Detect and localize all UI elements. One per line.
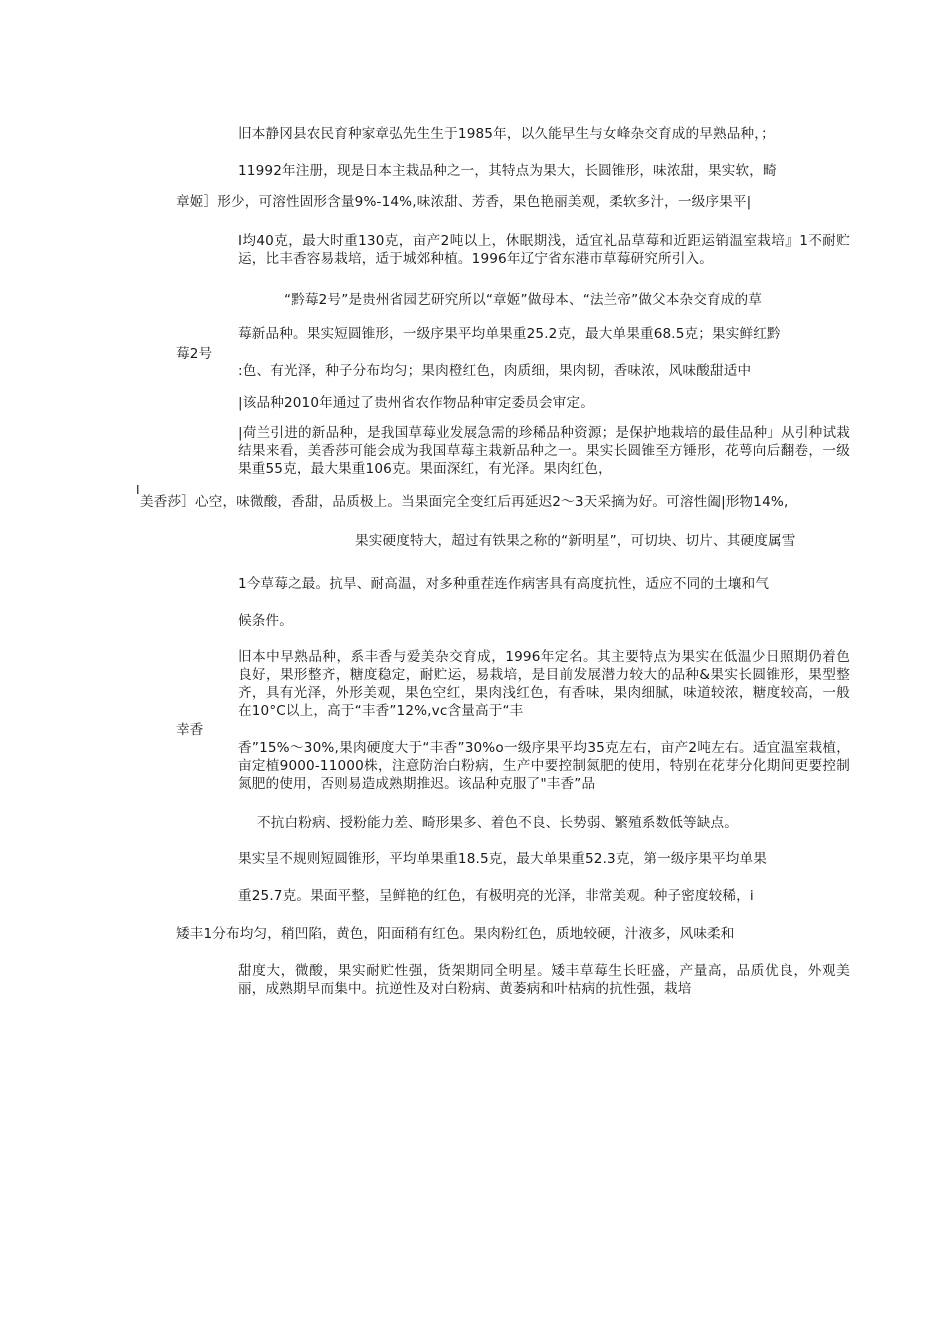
meixiangsha-line-3: 果实硬度特大，超过有铁果之称的“新明星”，可切块、切片、其硬度属雪	[355, 533, 796, 549]
qianmei-variety-label: 莓2号	[176, 346, 213, 362]
meixiangsha-line-4: 1今草莓之最。抗旱、耐高温，对多种重茬连作病害具有高度抗性，适应不同的土壤和气	[238, 576, 770, 592]
meixiangsha-line-2: 美香莎］心空，味微酸，香甜，品质极上。当果面完全变红后再延迟2〜3天采摘为好。可溶性阖|形物14%,	[140, 494, 789, 510]
xingxiang-paragraph-1: 旧本中早熟品种，系丰香与爱美杂交育成，1996年定名。其主要特点为果实在低温少日照期仍着色良好，果形整齐，糖度稳定，耐贮运，易栽培，是目前发展潜力较大的品种&果实长圆锥形，果型整齐，具有光泽，外形美观，果色空红，果肉浅红色，有香味，果肉细腻，味道较浓，糖度较高，一般在10°C以上，高于“丰香”12%,vc含量高于“丰	[238, 649, 850, 719]
xingxiang-variety-label: 幸香	[176, 722, 204, 738]
margin-mark: I	[136, 483, 140, 497]
xingxiang-line-3: 不抗白粉病、授粉能力差、畸形果多、着色不良、长势弱、繁殖系数低等缺点。	[257, 815, 739, 831]
zhangji-paragraph-4: I均40克，最大时重130克，亩产2吨以上，休眠期浅，适宜礼品草莓和近距运销温室栽培』1不耐贮运，比丰香容易栽培，适于城郊种植。1996年辽宁省东港市草莓研究所引入。	[238, 233, 850, 267]
meixiangsha-line-5: 候条件。	[238, 613, 293, 629]
aifeng-paragraph-4: 甜度大，微酸，果实耐贮性强，货架期同全明星。矮丰草莓生长旺盛，产量高，品质优良，外观美丽，成熟期早而集中。抗逆性及对白粉病、黄萎病和叶枯病的抗性强，栽培	[238, 963, 850, 997]
zhangji-line-3: 章姬］形少，可溶性固形含量9%-14%,味浓甜、芳香，果色艳丽美观，柔软多汁，一级序果平|	[176, 194, 752, 210]
qianmei-line-2: 莓新品种。果实短圆锥形，一级序果平均单果重25.2克，最大单果重68.5克；果实鲜红黔	[238, 326, 781, 342]
meixiangsha-paragraph-1: |荷兰引进的新品种，是我国草莓业发展急需的珍稀品种资源；是保护地栽培的最佳品种」从引种试栽结果来看，美香莎可能会成为我国草莓主栽新品种之一。果实长圆锥至方锤形，花萼向后翻卷，一级果重55克，最大果重106克。果面深红，有光泽。果肉红色，	[238, 425, 850, 477]
aifeng-line-3: 矮丰1分布均匀，稍凹陷，黄色，阳面稍有红色。果肉粉红色，质地较硬，汁液多，风味柔和	[176, 926, 735, 942]
zhangji-line-2: 11992年注册，现是日本主栽品种之一，其特点为果大，长圆锥形，味浓甜，果实软，畸	[238, 163, 777, 179]
zhangji-line-1: 旧本静冈县农民育种家章弘先生生于1985年，以久能早生与女峰杂交育成的早熟品种，；	[238, 126, 775, 142]
aifeng-line-1: 果实呈不规则短圆锥形，平均单果重18.5克，最大单果重52.3克，第一级序果平均单果	[238, 851, 768, 867]
qianmei-line-1: “黔莓2号”是贵州省园艺研究所以“章姬”做母本、“法兰帝”做父本杂交育成的草	[284, 292, 763, 308]
qianmei-line-4: |该品种2010年通过了贵州省农作物品种审定委员会审定。	[238, 395, 595, 411]
aifeng-line-2: 重25.7克。果面平整，呈鲜艳的红色，有极明亮的光泽，非常美观。种子密度较稀，i	[238, 888, 754, 904]
qianmei-line-3: :色、有光泽，种子分布均匀；果肉橙红色，肉质细，果肉韧，香味浓，风味酸甜适中	[238, 363, 752, 379]
xingxiang-paragraph-2: 香”15%〜30%,果肉硬度大于“丰香”30%o一级序果平均35克左右，亩产2吨左右。适宜温室栽植，亩定植9000-11000株，注意防治白粉病，生产中要控制氮肥的使用，特别在花芽分化期间更要控制氮肥的使用，否则易造成熟期推迟。该品种克服了"丰香”品	[238, 740, 850, 792]
